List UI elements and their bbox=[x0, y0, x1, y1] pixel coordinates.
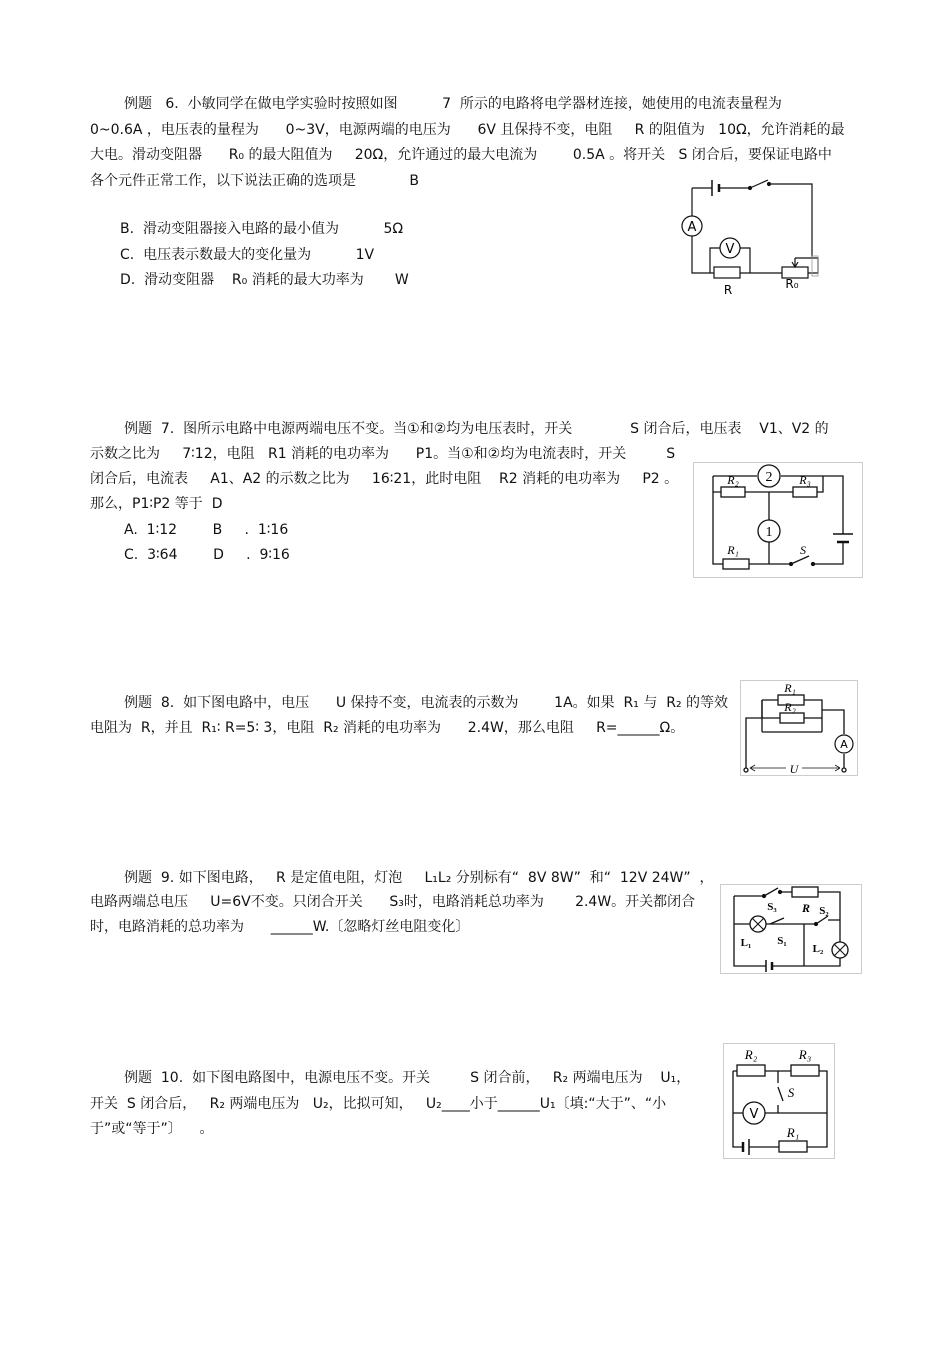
voltmeter-label: V bbox=[749, 1107, 759, 1122]
q8-line-1: 例题 8. 如下图电路中，电压 U 保持不变，电流表的示数为 1A。如果 R₁ 与 R₂ 的等效 bbox=[124, 695, 729, 711]
lamp-l2-icon bbox=[832, 942, 848, 958]
ammeter-label: A bbox=[840, 738, 848, 751]
resistor-r3-label: R₃ bbox=[799, 473, 811, 487]
q6-option-b: B. 滑动变阻器接入电路的最小值为 5Ω bbox=[120, 221, 404, 237]
resistor-r2-label: R₂ bbox=[727, 473, 739, 487]
q6-line-1: 例题 6. 小敏同学在做电学实验时按照如图 7 所示的电路将电学器材连接，她使用的电流表量程为 bbox=[124, 96, 782, 112]
resistor-r-label: R bbox=[801, 901, 811, 915]
resistor-r2-label: R₂ bbox=[744, 1047, 758, 1062]
resistor-r1-label: R₁ bbox=[727, 543, 739, 557]
voltage-u-label: U bbox=[789, 762, 799, 776]
q9-line-1: 例题 9. 如下图电路， R 是定值电阻，灯泡 L₁L₂ 分别标有“ 8V 8W” 和“ 12V 24W” ， bbox=[124, 870, 714, 886]
q7-circuit-diagram bbox=[693, 462, 863, 578]
meter-2-label: 2 bbox=[765, 470, 773, 485]
resistor-r1-label: R₁ bbox=[784, 681, 796, 695]
lamp-l2-label: L₂ bbox=[812, 943, 824, 955]
q7-line-3: 闭合后，电流表 A1、A2 的示数之比为 16∶21，此时电阻 R2 消耗的电功率为 P2 。 bbox=[90, 471, 679, 487]
q10-line-1: 例题 10. 如下图电路图中，电源电压不变。开关 S 闭合前， R₂ 两端电压为 U₁， bbox=[124, 1070, 691, 1086]
q10-circuit-diagram bbox=[723, 1043, 835, 1159]
resistor-r-label: R bbox=[723, 283, 733, 296]
q8-line-2: 电阻为 R，并且 R₁∶ R=5∶ 3，电阻 R₂ 消耗的电功率为 2.4W，那么电阻 R=______Ω。 bbox=[90, 720, 685, 736]
switch-s-label: S bbox=[787, 1085, 795, 1100]
q6-line-4: 各个元件正常工作，以下说法正确的选项是 B bbox=[90, 173, 420, 189]
q10-line-3: 于”或“等于”〕 。 bbox=[90, 1121, 214, 1137]
q10-line-2: 开关 S 闭合后， R₂ 两端电压为 U₂，比拟可知， U₂____小于______U₁〔填:“大于”、“小 bbox=[90, 1096, 667, 1112]
resistor-r1-label: R₁ bbox=[786, 1125, 800, 1140]
q8-circuit-diagram bbox=[740, 680, 858, 776]
q6-circuit-diagram bbox=[672, 178, 832, 296]
q7-line-2: 示数之比为 7∶12，电阻 R1 消耗的电功率为 P1。当①和②均为电流表时，开关 S bbox=[90, 446, 676, 462]
q6-line-2: 0~0.6A ，电压表的量程为 0~3V，电源两端的电压为 6V 且保持不变，电阻 R 的阻值为 10Ω，允许消耗的最 bbox=[90, 122, 845, 138]
switch-s3-label: S₃ bbox=[767, 901, 777, 913]
meter-1-label: 1 bbox=[765, 525, 773, 540]
q6-option-d: D. 滑动变阻器 R₀ 消耗的最大功率为 W bbox=[120, 272, 409, 288]
switch-s-label: S bbox=[800, 543, 806, 557]
q6-line-3: 大电。滑动变阻器 R₀ 的最大阻值为 20Ω，允许通过的最大电流为 0.5A 。将开关 S 闭合后，要保证电路中 bbox=[90, 147, 832, 163]
lamp-l1-icon bbox=[750, 916, 766, 932]
q7-option-c-d: C. 3∶64 D . 9∶16 bbox=[124, 547, 290, 563]
q7-option-a-b: A. 1∶12 B . 1∶16 bbox=[124, 522, 289, 538]
ammeter-label: A bbox=[687, 220, 697, 235]
resistor-r3-label: R₃ bbox=[798, 1047, 812, 1062]
q6-option-c: C. 电压表示数最大的变化量为 1V bbox=[120, 247, 375, 263]
q7-line-4: 那么，P1∶P2 等于 D bbox=[90, 496, 223, 512]
q9-line-3: 时，电路消耗的总功率为 ______W.〔忽略灯丝电阻变化〕 bbox=[90, 919, 470, 935]
q7-line-1: 例题 7. 图所示电路中电源两端电压不变。当①和②均为电压表时，开关 S 闭合后，电压表 V1、V2 的 bbox=[124, 421, 829, 437]
voltmeter-label: V bbox=[725, 242, 735, 257]
switch-s1-label: S₁ bbox=[777, 935, 787, 947]
q9-line-2: 电路两端总电压 U=6V不变。只闭合开关 S₃时，电路消耗总功率为 2.4W。开关都闭合 bbox=[90, 894, 696, 910]
resistor-r2-label: R₂ bbox=[784, 700, 796, 714]
lamp-l1-label: L₁ bbox=[740, 937, 752, 949]
q9-circuit-diagram bbox=[720, 884, 862, 974]
switch-s2-label: S₂ bbox=[819, 905, 829, 917]
rheostat-r0-label: R₀ bbox=[785, 277, 799, 291]
